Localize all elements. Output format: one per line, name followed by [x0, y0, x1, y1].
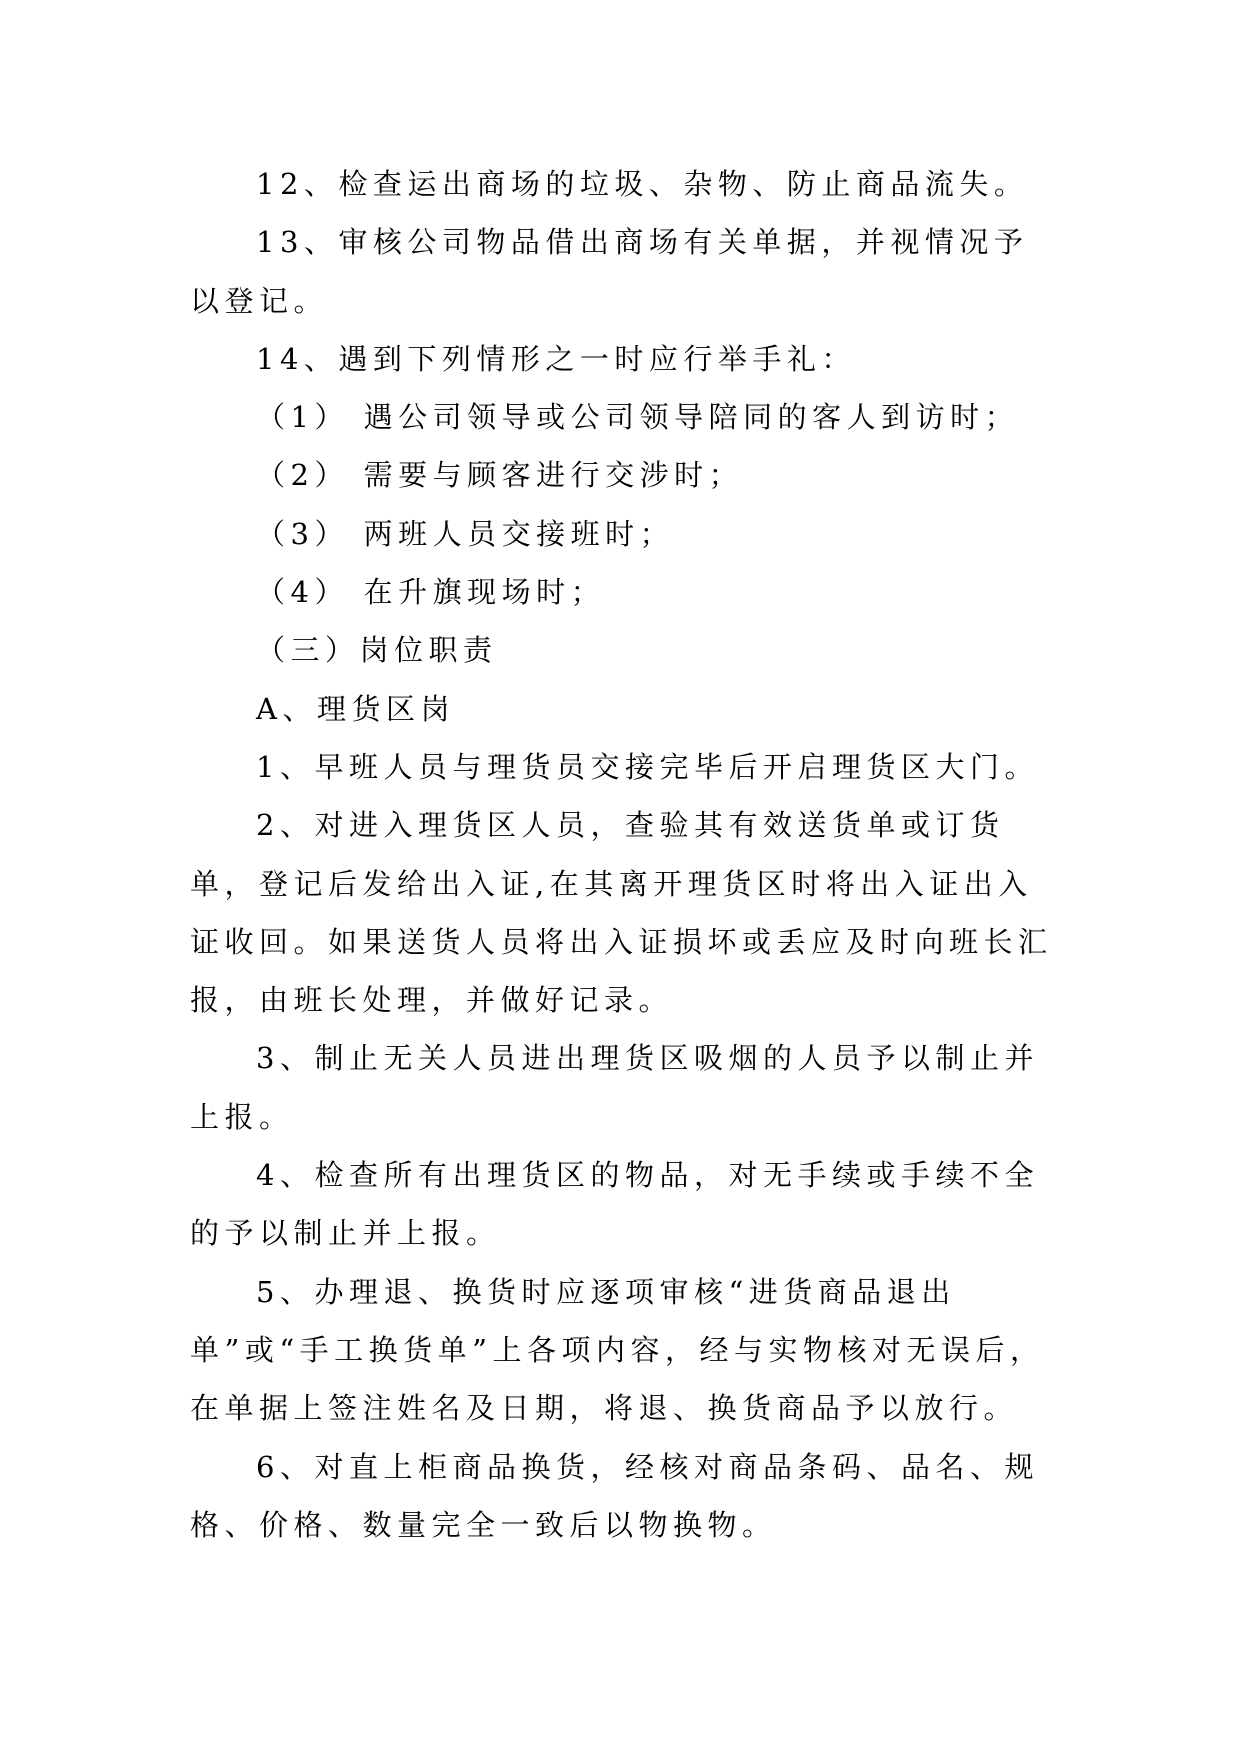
paragraph-item-13: 13、审核公司物品借出商场有关单据，并视情况予以登记。 [190, 225, 1029, 318]
duty-item-2: 2、对进入理货区人员，查验其有效送货单或订货单，登记后发给出入证,在其离开理货区时将出入证出入证收回。如果送货人员将出入证损坏或丢应及时向班长汇报，由班长处理，并做好记录。 [190, 808, 1053, 1018]
paragraph-item-12: 12、检查运出商场的垃圾、杂物、防止商品流失。 [256, 167, 1029, 201]
paragraph-item-14: 14、遇到下列情形之一时应行举手礼： [256, 341, 856, 376]
duty-item-6: 6、对直上柜商品换货，经核对商品条码、品名、规格、价格、数量完全一致后以物换物。 [190, 1449, 1039, 1542]
sub-item-4: （4） 在升旗现场时； [256, 575, 606, 610]
duty-item-4: 4、检查所有出理货区的物品，对无手续或手续不全的予以制止并上报。 [190, 1158, 1039, 1251]
duty-item-5: 5、办理退、换货时应逐项审核“进货商品退出单”或“手工换货单”上各项内容，经与实物核对无误后，在单据上签注姓名及日期，将退、换货商品予以放行。 [190, 1274, 1045, 1426]
document-body [190, 155, 1060, 1554]
section-heading-duties: （三）岗位职责 [256, 633, 498, 668]
subsection-heading-a: A、理货区岗 [256, 691, 455, 726]
duty-item-3: 3、制止无关人员进出理货区吸烟的人员予以制止并上报。 [190, 1041, 1039, 1134]
sub-item-3: （3） 两班人员交接班时； [256, 516, 675, 551]
sub-item-1: （1） 遇公司领导或公司领导陪同的客人到访时； [256, 400, 1020, 435]
duty-item-1: 1、早班人员与理货员交接完毕后开启理货区大门。 [256, 749, 1039, 784]
sub-item-2: （2） 需要与顾客进行交涉时； [256, 458, 744, 493]
